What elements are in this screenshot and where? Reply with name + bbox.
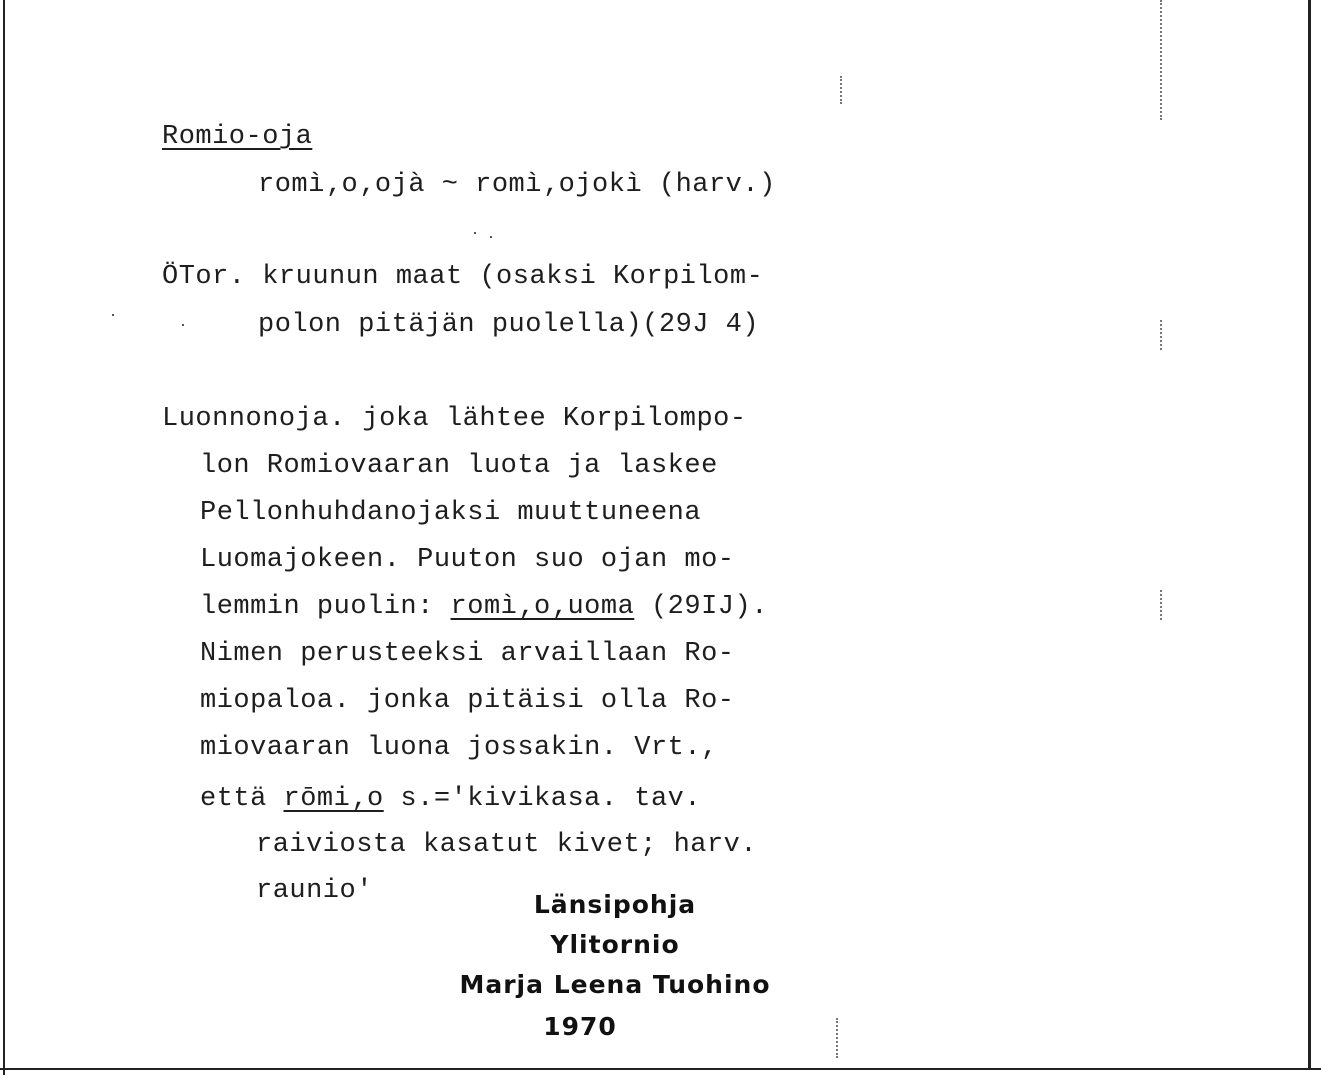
location-line: ÖTor. kruunun maat (osaksi Korpilom- [162,262,764,292]
pronunciation-part: o [341,170,359,200]
stamp-parish: Ylitornio [550,930,680,959]
stamp-collector: Marja Leena Tuohino [459,970,771,999]
entry-heading: Romio-oja [162,122,313,152]
description-line: raiviosta kasatut kivet; harv. [256,830,758,860]
description-line: Luomajokeen. Puuton suo ojan mo- [200,545,735,575]
description-line: Pellonhuhdanojaksi muuttuneena [200,498,702,528]
scan-mark [112,314,114,316]
pronunciation-part: ~ romì [441,170,542,200]
pronunciation-part: ojà [374,170,426,200]
description-line: Nimen perusteeksi arvaillaan Ro- [200,639,735,669]
pronunciation-part: ojokì [558,170,643,200]
dialect-term: rōmi‚o [283,784,384,814]
stamp-region: Länsipohja [533,890,697,919]
description-text: lemmin puolin: [200,592,451,622]
description-line: raunio' [256,876,373,906]
scan-mark [1160,320,1162,350]
bottom-border [0,1068,1321,1070]
pronunciation-part: romì [258,170,325,200]
description-line: miopaloa. jonka pitäisi olla Ro- [200,686,735,716]
scan-mark [1160,590,1162,620]
description-line [200,592,768,622]
scan-mark [182,324,184,326]
scan-mark [474,232,476,234]
description-line: lon Romiovaaran luota ja laskee [200,451,718,481]
left-border [3,0,5,1075]
pronunciation: romì‚o‚ojà ~ romì‚ojokì (harv.) [258,170,776,200]
description-line: miovaaran luona jossakin. Vrt., [200,733,718,763]
location-line: polon pitäjän puolella)(29J 4) [258,310,760,340]
description-line: Luonnonoja. joka lähtee Korpilompo- [162,404,747,434]
right-border [1308,0,1311,1068]
scan-mark [1160,0,1162,120]
pronunciation-note: (harv.) [658,170,776,200]
description-text: että [200,784,284,814]
scan-mark [836,1018,838,1058]
scan-mark [840,76,842,104]
description-text: (29IJ). [634,592,768,622]
scan-mark [490,236,492,238]
description-text: s.='kivikasa. tav. [383,784,702,814]
description-line [200,784,701,814]
stamp-year: 1970 [543,1012,617,1041]
dialect-term: romì‚o‚uoma [450,592,635,622]
